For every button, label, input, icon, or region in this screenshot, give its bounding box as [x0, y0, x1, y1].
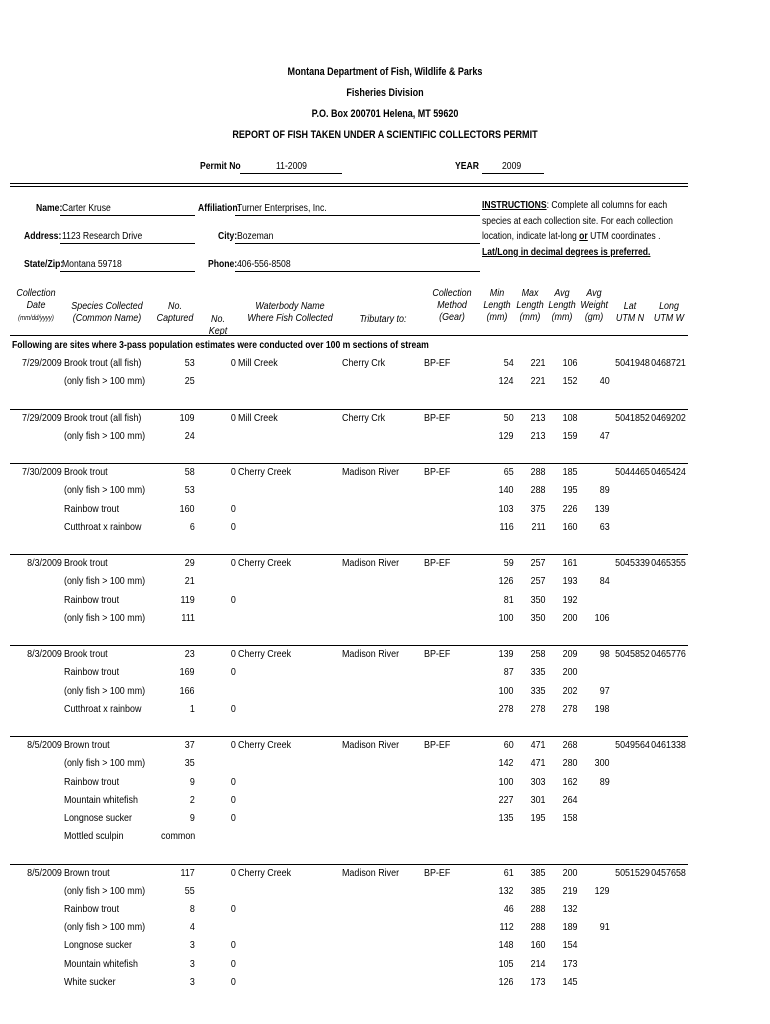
cell-max: 350: [531, 593, 546, 606]
cell-tributary: Madison River: [342, 866, 400, 879]
cell-kept: 0: [231, 593, 236, 606]
cell-max: 258: [531, 648, 546, 661]
cell-max: 471: [531, 739, 546, 752]
cell-avg-length: 132: [563, 903, 578, 915]
cell-kept: 0: [231, 411, 236, 424]
cell-date: 7/30/2009: [22, 466, 62, 479]
cell-min: 54: [504, 357, 514, 369]
cell-avg-length: 200: [563, 666, 578, 679]
cell-max: 385: [531, 866, 546, 879]
cell-species: Brook trout: [64, 466, 108, 479]
cell-long: 0465424: [651, 466, 686, 479]
col-header-max: Max Length (mm): [516, 287, 544, 323]
cell-avg-length: 219: [563, 884, 578, 897]
cell-species: Rainbow trout: [64, 903, 120, 915]
cell-max: 257: [531, 557, 546, 570]
cell-kept: 0: [231, 702, 236, 715]
cell-lat: 5044465: [615, 466, 650, 479]
cell-min: 124: [499, 375, 514, 388]
cell-long: 0468721: [651, 357, 686, 369]
year-label: YEAR: [455, 160, 479, 172]
cell-min: 100: [499, 611, 514, 624]
cell-method: BP-EF: [424, 739, 451, 752]
table-row: [10, 974, 688, 992]
cell-species: (only fish > 100 mm): [64, 921, 146, 934]
cell-waterbody: Cherry Creek: [238, 739, 292, 752]
cell-kept: 0: [231, 648, 236, 661]
cell-max: 257: [531, 575, 546, 588]
table-row: [10, 792, 688, 810]
cell-avg-length: 173: [563, 957, 578, 970]
cell-max: 288: [531, 484, 546, 497]
cell-max: 195: [531, 812, 546, 824]
cell-max: 288: [531, 466, 546, 479]
cell-date: 8/3/2009: [27, 648, 62, 661]
cell-avg-weight: 198: [595, 702, 610, 715]
col-header-waterbody: Waterbody Name Where Fish Collected: [247, 300, 333, 324]
instructions-emphasis: Lat/Long in decimal degrees is preferred.: [482, 245, 651, 258]
col-header-avg-weight: Avg Weight (gm): [580, 287, 609, 323]
agency-address: P.O. Box 200701 Helena, MT 59620: [311, 108, 459, 120]
year-value: 2009: [502, 160, 522, 172]
cell-species: Rainbow trout: [64, 502, 120, 515]
cell-waterbody: Cherry Creek: [238, 866, 292, 879]
cell-captured: 9: [190, 775, 195, 788]
cell-avg-length: 226: [563, 502, 578, 515]
cell-kept: 0: [231, 502, 236, 515]
address-label: Address:: [24, 230, 62, 242]
cell-tributary: Madison River: [342, 557, 400, 570]
cell-max: 335: [531, 666, 546, 679]
cell-avg-length: 106: [563, 357, 578, 369]
permit-label: Permit No: [200, 160, 241, 172]
cell-avg-weight: 139: [595, 502, 610, 515]
cell-avg-length: 209: [563, 648, 578, 661]
col-header-kept: No. Kept: [208, 313, 228, 337]
cell-avg-weight: 300: [595, 757, 610, 770]
cell-min: 100: [499, 775, 514, 788]
cell-long: 0461338: [651, 739, 686, 752]
cell-captured: 37: [185, 739, 195, 752]
cell-species: Cutthroat x rainbow: [64, 702, 142, 715]
cell-min: 140: [499, 484, 514, 497]
phone-value: 406-556-8508: [237, 258, 291, 270]
cell-waterbody: Mill Creek: [238, 411, 278, 424]
cell-max: 213: [531, 411, 546, 424]
cell-avg-length: 152: [563, 375, 578, 388]
affiliation-label: Affiliation:: [198, 202, 241, 214]
table-row: [10, 519, 688, 537]
cell-kept: 0: [231, 357, 236, 369]
table-row: [10, 373, 688, 391]
cell-species: White sucker: [64, 975, 116, 988]
cell-tributary: Cherry Crk: [342, 357, 386, 369]
agency-title: Montana Department of Fish, Wildlife & Parks: [287, 66, 483, 78]
cell-species: (only fish > 100 mm): [64, 757, 146, 770]
cell-method: BP-EF: [424, 648, 451, 661]
cell-captured: 53: [185, 484, 195, 497]
cell-waterbody: Cherry Creek: [238, 466, 292, 479]
cell-max: 278: [531, 702, 546, 715]
cell-min: 112: [499, 921, 514, 934]
cell-captured: 24: [185, 429, 195, 442]
cell-max: 350: [531, 611, 546, 624]
cell-species: Mountain whitefish: [64, 793, 138, 806]
cell-lat: 5041948: [615, 357, 650, 369]
table-row: [10, 828, 688, 846]
table-row: [10, 956, 688, 974]
cell-max: 303: [531, 775, 546, 788]
cell-kept: 0: [231, 975, 236, 988]
cell-min: 60: [504, 739, 514, 752]
cell-captured: 109: [180, 411, 195, 424]
cell-waterbody: Mill Creek: [238, 357, 278, 369]
division-title: Fisheries Division: [346, 87, 424, 99]
cell-captured: 3: [190, 957, 195, 970]
cell-species: Longnose sucker: [64, 939, 132, 952]
cell-min: 129: [499, 429, 514, 442]
cell-avg-length: 185: [563, 466, 578, 479]
table-row: [10, 410, 688, 428]
table-row: [10, 810, 688, 828]
cell-avg-length: 264: [563, 793, 578, 806]
cell-species: Brook trout (all fish): [64, 411, 142, 424]
table-row: [10, 610, 688, 628]
cell-kept: 0: [231, 903, 236, 915]
cell-captured: 9: [190, 812, 195, 824]
cell-species: Mottled sculpin: [64, 830, 124, 843]
cell-min: 142: [499, 757, 514, 770]
cell-max: 173: [531, 975, 546, 988]
cell-kept: 0: [231, 812, 236, 824]
table-row: [10, 428, 688, 446]
cell-avg-length: 162: [563, 775, 578, 788]
cell-avg-weight: 84: [600, 575, 610, 588]
cell-kept: 0: [231, 739, 236, 752]
col-header-long: Long UTM W: [653, 300, 685, 324]
cell-avg-length: 200: [563, 611, 578, 624]
cell-avg-length: 108: [563, 411, 578, 424]
col-header-lat: Lat UTM N: [615, 300, 645, 324]
cell-avg-length: 195: [563, 484, 578, 497]
cell-lat: 5049564: [615, 739, 650, 752]
table-row: [10, 755, 688, 773]
cell-max: 213: [531, 429, 546, 442]
table-row: [10, 683, 688, 701]
survey-note: Following are sites where 3-pass population estimates were conducted over 100 m sections of stream: [12, 339, 429, 351]
cell-avg-length: 145: [563, 975, 578, 988]
state-value: Montana 59718: [62, 258, 122, 270]
cell-captured: 117: [180, 866, 195, 879]
cell-tributary: Cherry Crk: [342, 411, 386, 424]
address-value: 1123 Research Drive: [62, 230, 143, 242]
cell-captured: 2: [190, 793, 195, 806]
city-value: Bozeman: [237, 230, 274, 242]
cell-avg-weight: 89: [600, 484, 610, 497]
table-row: [10, 919, 688, 937]
cell-avg-length: 202: [563, 684, 578, 697]
cell-max: 288: [531, 921, 546, 934]
cell-kept: 0: [231, 866, 236, 879]
cell-avg-weight: 40: [600, 375, 610, 388]
cell-max: 211: [531, 520, 546, 533]
cell-kept: 0: [231, 939, 236, 952]
cell-avg-weight: 63: [600, 520, 610, 533]
cell-species: (only fish > 100 mm): [64, 484, 146, 497]
cell-avg-weight: 106: [595, 611, 610, 624]
state-label: State/Zip:: [24, 258, 64, 270]
cell-max: 288: [531, 903, 546, 915]
cell-min: 126: [499, 975, 514, 988]
cell-lat: 5045339: [615, 557, 650, 570]
cell-captured: 6: [190, 520, 195, 533]
cell-species: Rainbow trout: [64, 593, 120, 606]
report-title: REPORT OF FISH TAKEN UNDER A SCIENTIFIC COLLECTORS PERMIT: [232, 129, 538, 141]
col-header-min: Min Length (mm): [483, 287, 511, 323]
cell-min: 132: [499, 884, 514, 897]
cell-captured: 8: [190, 903, 195, 915]
cell-avg-length: 154: [563, 939, 578, 952]
cell-captured: 3: [190, 939, 195, 952]
cell-avg-length: 161: [563, 557, 578, 570]
cell-species: Brown trout: [64, 866, 110, 879]
col-header-date: Collection Date (mm/dd/yyyy): [16, 287, 56, 322]
cell-date: 7/29/2009: [22, 357, 62, 369]
cell-kept: 0: [231, 793, 236, 806]
cell-max: 214: [531, 957, 546, 970]
cell-waterbody: Cherry Creek: [238, 557, 292, 570]
cell-species: Longnose sucker: [64, 812, 132, 824]
cell-kept: 0: [231, 775, 236, 788]
cell-species: Brook trout (all fish): [64, 357, 142, 369]
cell-captured: 119: [180, 593, 195, 606]
cell-avg-length: 280: [563, 757, 578, 770]
table-row: [10, 482, 688, 500]
cell-species: (only fish > 100 mm): [64, 684, 146, 697]
table-row: [10, 664, 688, 682]
cell-avg-weight: 97: [600, 684, 610, 697]
cell-kept: 0: [231, 520, 236, 533]
cell-min: 65: [504, 466, 514, 479]
cell-captured: 25: [185, 375, 195, 388]
col-header-method: Collection Method (Gear): [432, 287, 472, 323]
name-value: Carter Kruse: [62, 202, 111, 214]
cell-kept: 0: [231, 957, 236, 970]
cell-captured: 3: [190, 975, 195, 988]
cell-avg-length: 192: [563, 593, 578, 606]
cell-kept: 0: [231, 666, 236, 679]
cell-species: (only fish > 100 mm): [64, 884, 146, 897]
col-header-avg-length: Avg Length (mm): [548, 287, 576, 323]
cell-lat: 5045852: [615, 648, 650, 661]
col-header-species: Species Collected (Common Name): [71, 300, 143, 324]
table-row: [10, 573, 688, 591]
cell-avg-length: 160: [563, 520, 578, 533]
cell-captured: 1: [190, 702, 195, 715]
cell-max: 301: [531, 793, 546, 806]
cell-avg-weight: 89: [600, 775, 610, 788]
cell-min: 87: [504, 666, 514, 679]
cell-long: 0457658: [651, 866, 686, 879]
cell-min: 59: [504, 557, 514, 570]
table-row: [10, 646, 688, 664]
table-row: [10, 901, 688, 919]
cell-min: 103: [499, 502, 514, 515]
cell-method: BP-EF: [424, 466, 451, 479]
cell-min: 46: [504, 903, 514, 915]
city-label: City:: [218, 230, 238, 242]
cell-species: Brown trout: [64, 739, 110, 752]
cell-min: 100: [499, 684, 514, 697]
cell-date: 8/5/2009: [27, 866, 62, 879]
cell-avg-weight: 98: [600, 648, 610, 661]
cell-long: 0465776: [651, 648, 686, 661]
cell-tributary: Madison River: [342, 648, 400, 661]
cell-species: Rainbow trout: [64, 666, 120, 679]
cell-min: 126: [499, 575, 514, 588]
cell-species: Brook trout: [64, 648, 108, 661]
table-row: [10, 501, 688, 519]
cell-species: Mountain whitefish: [64, 957, 138, 970]
cell-min: 81: [504, 593, 514, 606]
cell-avg-length: 189: [563, 921, 578, 934]
cell-species: Rainbow trout: [64, 775, 120, 788]
cell-captured: 58: [185, 466, 195, 479]
cell-method: BP-EF: [424, 557, 451, 570]
cell-method: BP-EF: [424, 411, 451, 424]
cell-max: 221: [531, 357, 546, 369]
cell-min: 148: [499, 939, 514, 952]
table-row: [10, 774, 688, 792]
affiliation-value: Turner Enterprises, Inc.: [237, 202, 327, 214]
cell-tributary: Madison River: [342, 739, 400, 752]
cell-max: 160: [531, 939, 546, 952]
cell-avg-length: 193: [563, 575, 578, 588]
cell-max: 375: [531, 502, 546, 515]
cell-captured: common: [160, 830, 195, 843]
cell-captured: 4: [190, 921, 195, 934]
table-row: [10, 865, 688, 883]
cell-species: (only fish > 100 mm): [64, 429, 146, 442]
cell-captured: 35: [185, 757, 195, 770]
cell-avg-weight: 91: [600, 921, 610, 934]
table-row: [10, 883, 688, 901]
cell-min: 116: [499, 520, 514, 533]
table-row: [10, 592, 688, 610]
table-row: [10, 464, 688, 482]
cell-captured: 29: [185, 557, 195, 570]
cell-waterbody: Cherry Creek: [238, 648, 292, 661]
name-label: Name:: [36, 202, 63, 214]
cell-avg-length: 158: [563, 812, 578, 824]
cell-lat: 5051529: [615, 866, 650, 879]
cell-min: 61: [504, 866, 514, 879]
instructions-label: INSTRUCTIONS: [482, 199, 547, 211]
cell-tributary: Madison River: [342, 466, 400, 479]
table-row: [10, 555, 688, 573]
cell-species: Cutthroat x rainbow: [64, 520, 142, 533]
cell-min: 139: [499, 648, 514, 661]
cell-species: (only fish > 100 mm): [64, 575, 146, 588]
phone-label: Phone:: [208, 258, 238, 270]
cell-max: 221: [531, 375, 546, 388]
cell-avg-length: 200: [563, 866, 578, 879]
cell-captured: 23: [185, 648, 195, 661]
cell-captured: 53: [185, 357, 195, 369]
permit-value: 11-2009: [276, 160, 307, 172]
cell-species: Brook trout: [64, 557, 108, 570]
cell-long: 0465355: [651, 557, 686, 570]
cell-captured: 169: [180, 666, 195, 679]
cell-species: (only fish > 100 mm): [64, 611, 146, 624]
cell-captured: 21: [185, 575, 195, 588]
cell-avg-weight: 47: [600, 429, 610, 442]
table-row: [10, 937, 688, 955]
cell-captured: 160: [180, 502, 195, 515]
col-header-captured: No. Captured: [156, 300, 194, 324]
table-row: [10, 737, 688, 755]
col-header-tributary: Tributary to:: [359, 313, 407, 325]
cell-date: 7/29/2009: [22, 411, 62, 424]
cell-max: 385: [531, 884, 546, 897]
cell-avg-length: 159: [563, 429, 578, 442]
cell-method: BP-EF: [424, 866, 451, 879]
cell-captured: 111: [181, 611, 195, 624]
cell-min: 278: [499, 702, 514, 715]
cell-method: BP-EF: [424, 357, 451, 369]
cell-avg-length: 268: [563, 739, 578, 752]
cell-min: 50: [504, 411, 514, 424]
cell-max: 335: [531, 684, 546, 697]
instructions-text: INSTRUCTIONS: Complete all columns for each species at each collection site. For each collection location, indicate lat-long or UTM coordinates . Lat/Long in decimal degrees is preferred.: [482, 199, 673, 258]
cell-long: 0469202: [651, 411, 686, 424]
table-row: [10, 701, 688, 719]
cell-avg-length: 278: [563, 702, 578, 715]
cell-date: 8/5/2009: [27, 739, 62, 752]
cell-max: 471: [531, 757, 546, 770]
cell-kept: 0: [231, 557, 236, 570]
cell-lat: 5041852: [615, 411, 650, 424]
cell-date: 8/3/2009: [27, 557, 62, 570]
cell-min: 135: [499, 812, 514, 824]
cell-avg-weight: 129: [595, 884, 610, 897]
cell-species: (only fish > 100 mm): [64, 375, 146, 388]
cell-min: 227: [499, 793, 514, 806]
cell-kept: 0: [231, 466, 236, 479]
cell-captured: 55: [185, 884, 195, 897]
cell-captured: 166: [180, 684, 195, 697]
cell-min: 105: [499, 957, 514, 970]
table-row: [10, 355, 688, 373]
